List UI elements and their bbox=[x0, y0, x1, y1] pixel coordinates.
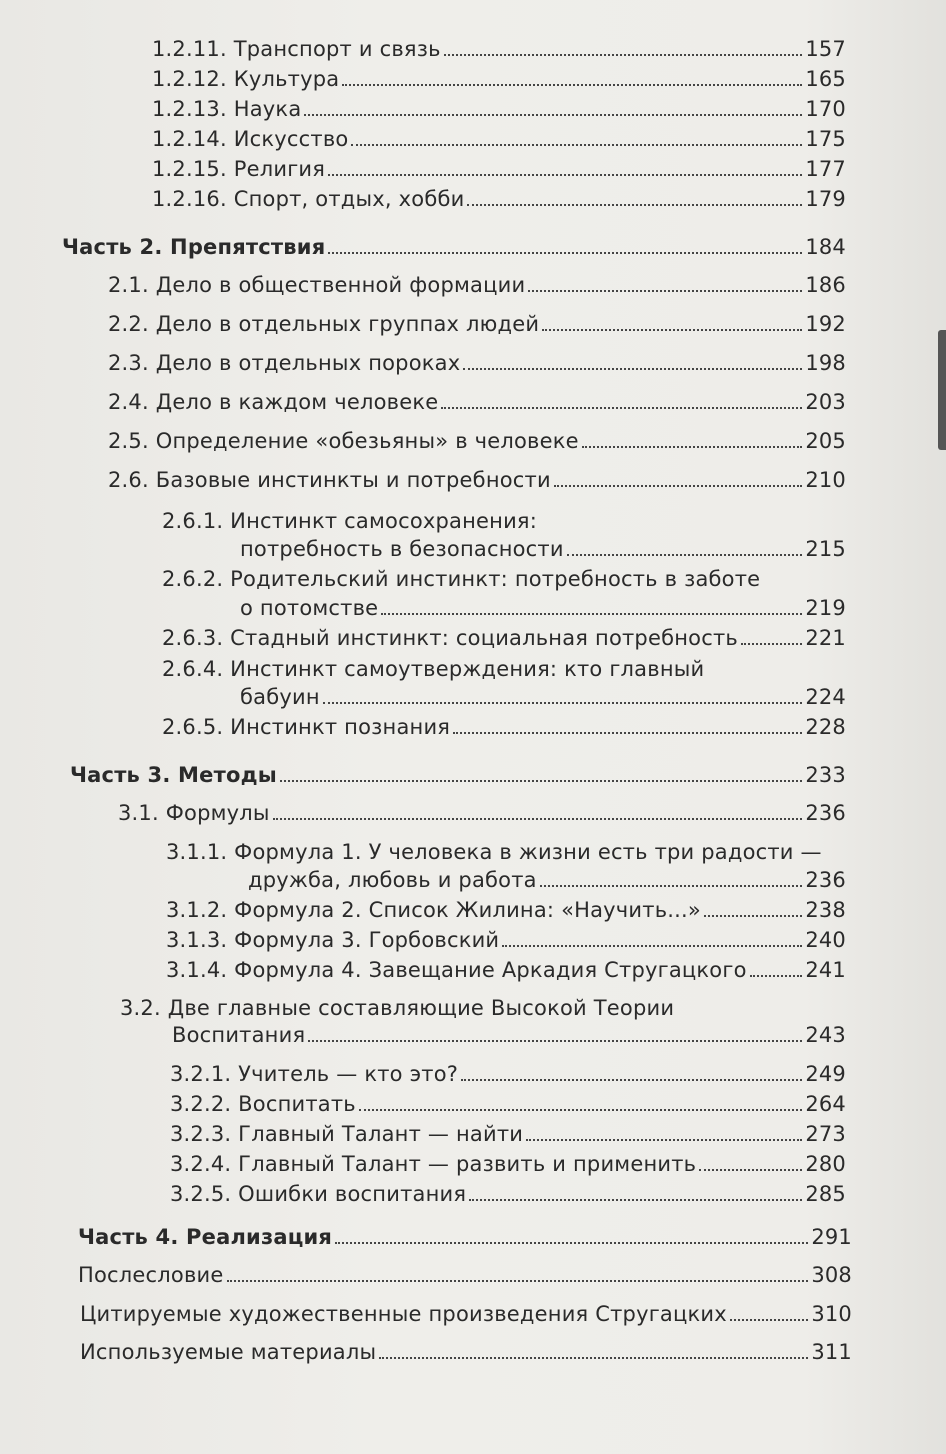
toc-entry-page: 228 bbox=[805, 715, 846, 739]
toc-entry bbox=[118, 800, 846, 826]
toc-entry-title: 2.6.3. Стадный инстинкт: социальная потребность bbox=[162, 626, 738, 650]
leader-dots bbox=[304, 114, 802, 116]
leader-dots bbox=[342, 84, 802, 86]
leader-dots bbox=[750, 975, 803, 977]
toc-entry-page: 198 bbox=[805, 351, 846, 375]
toc-entry-title: 3.1.2. Формула 2. Список Жилина: «Научить...» bbox=[166, 898, 701, 922]
toc-entry-title: 3.2.1. Учитель — кто это? bbox=[170, 1062, 459, 1086]
toc-entry-title-line1: 3.1.1. Формула 1. У человека в жизни есть три радости — bbox=[166, 840, 822, 864]
toc-entry-page: 215 bbox=[805, 537, 846, 561]
toc-entry bbox=[162, 625, 846, 651]
toc-entry bbox=[152, 96, 846, 122]
leader-dots bbox=[567, 554, 803, 556]
toc-entry bbox=[152, 186, 846, 212]
toc-entry-page: 233 bbox=[805, 763, 846, 787]
toc-entry-title-line1: 2.6.1. Инстинкт самосохранения: bbox=[162, 509, 538, 533]
toc-entry-page: 184 bbox=[805, 235, 846, 259]
leader-dots bbox=[379, 1357, 808, 1359]
toc-entry bbox=[170, 1091, 846, 1117]
leader-dots bbox=[463, 368, 802, 370]
toc-entry bbox=[108, 350, 846, 376]
toc-entry-title: 3.2.4. Главный Талант — развить и применить bbox=[170, 1152, 697, 1176]
toc-entry bbox=[108, 389, 846, 415]
toc-entry bbox=[170, 1181, 846, 1207]
toc-entry-title: 1.2.12. Культура bbox=[152, 67, 340, 91]
toc-entry-page: 264 bbox=[805, 1092, 846, 1116]
toc-entry-title: Послесловие bbox=[78, 1263, 224, 1287]
toc-entry bbox=[152, 36, 846, 62]
leader-dots bbox=[280, 780, 802, 782]
toc-entry-title: Часть 2. Препятствия bbox=[62, 235, 326, 259]
toc-entry-title: о потомстве bbox=[240, 596, 379, 620]
toc-entry bbox=[152, 66, 846, 92]
leader-dots bbox=[741, 643, 802, 645]
toc-part-heading bbox=[78, 1224, 852, 1250]
toc-entry-title: дружба, любовь и работа bbox=[248, 868, 537, 892]
toc-entry-page: 311 bbox=[811, 1340, 852, 1364]
leader-dots bbox=[469, 1199, 802, 1201]
toc-entry bbox=[166, 957, 846, 983]
toc-entry-page: 291 bbox=[811, 1225, 852, 1249]
toc-entry bbox=[80, 1301, 852, 1327]
leader-dots bbox=[502, 945, 802, 947]
toc-entry-page: 175 bbox=[805, 127, 846, 151]
toc-entry-title: 1.2.14. Искусство bbox=[152, 127, 349, 151]
toc-entry-page: 186 bbox=[805, 273, 846, 297]
leader-dots bbox=[323, 702, 803, 704]
toc-part-heading bbox=[70, 762, 846, 788]
toc-entry bbox=[152, 156, 846, 182]
toc-entry-title: 2.6.5. Инстинкт познания bbox=[162, 715, 451, 739]
toc-entry-page: 177 bbox=[805, 157, 846, 181]
toc-entry bbox=[172, 1022, 846, 1048]
toc-entry-page: 240 bbox=[805, 928, 846, 952]
toc-entry-page: 280 bbox=[805, 1152, 846, 1176]
toc-entry-title: Цитируемые художественные произведения Стругацких bbox=[80, 1302, 727, 1326]
toc-entry-page: 205 bbox=[805, 429, 846, 453]
toc-entry-title: Используемые материалы bbox=[80, 1340, 377, 1364]
toc-entry bbox=[166, 897, 846, 923]
toc-entry bbox=[170, 1151, 846, 1177]
toc-entry-title: потребность в безопасности bbox=[240, 537, 564, 561]
toc-entry-page: 236 bbox=[805, 868, 846, 892]
toc-entry-page: 192 bbox=[805, 312, 846, 336]
leader-dots bbox=[441, 407, 802, 409]
leader-dots bbox=[730, 1319, 808, 1321]
leader-dots bbox=[704, 915, 802, 917]
toc-entry-page: 238 bbox=[805, 898, 846, 922]
toc-entry-page: 224 bbox=[805, 685, 846, 709]
toc-entry-page: 249 bbox=[805, 1062, 846, 1086]
toc-entry-title: 2.5. Определение «обезьяны» в человеке bbox=[108, 429, 579, 453]
leader-dots bbox=[554, 485, 802, 487]
toc-entry-page: 203 bbox=[805, 390, 846, 414]
toc-entry bbox=[240, 536, 846, 562]
toc-entry bbox=[240, 595, 846, 621]
toc-entry-title-line1: 2.6.4. Инстинкт самоутверждения: кто главный bbox=[162, 657, 705, 681]
toc-entry-title: 3.2.5. Ошибки воспитания bbox=[170, 1182, 467, 1206]
toc-entry bbox=[108, 272, 846, 298]
toc-entry-page: 241 bbox=[805, 958, 846, 982]
toc-entry-title: 1.2.11. Транспорт и связь bbox=[152, 37, 441, 61]
toc-entry-title: 2.1. Дело в общественной формации bbox=[108, 273, 526, 297]
toc-entry bbox=[166, 927, 846, 953]
leader-dots bbox=[381, 613, 802, 615]
toc-entry-page: 219 bbox=[805, 596, 846, 620]
leader-dots bbox=[526, 1139, 802, 1141]
page-edge bbox=[938, 330, 946, 450]
leader-dots bbox=[542, 329, 802, 331]
toc-entry-page: 236 bbox=[805, 801, 846, 825]
toc-entry bbox=[152, 126, 846, 152]
toc-entry-title-line1: 3.2. Две главные составляющие Высокой Теории bbox=[120, 996, 675, 1020]
leader-dots bbox=[540, 885, 803, 887]
leader-dots bbox=[351, 144, 802, 146]
toc-entry-title: 3.1. Формулы bbox=[118, 801, 270, 825]
leader-dots bbox=[328, 252, 802, 254]
leader-dots bbox=[227, 1280, 809, 1282]
toc-part-heading bbox=[62, 234, 846, 260]
leader-dots bbox=[461, 1079, 802, 1081]
leader-dots bbox=[328, 174, 802, 176]
toc-entry-title: 2.2. Дело в отдельных группах людей bbox=[108, 312, 540, 336]
toc-entry-page: 285 bbox=[805, 1182, 846, 1206]
toc-entry-page: 170 bbox=[805, 97, 846, 121]
toc-entry-title: 2.3. Дело в отдельных пороках bbox=[108, 351, 461, 375]
toc-entry-page: 165 bbox=[805, 67, 846, 91]
toc-entry bbox=[78, 1262, 852, 1288]
toc-entry bbox=[108, 311, 846, 337]
leader-dots bbox=[528, 290, 802, 292]
toc-entry-title: 3.1.4. Формула 4. Завещание Аркадия Стругацкого bbox=[166, 958, 747, 982]
toc-entry bbox=[170, 1061, 846, 1087]
toc-entry-page: 243 bbox=[805, 1023, 846, 1047]
toc-entry-page: 273 bbox=[805, 1122, 846, 1146]
toc-entry bbox=[108, 467, 846, 493]
toc-entry-page: 210 bbox=[805, 468, 846, 492]
leader-dots bbox=[444, 54, 803, 56]
toc-entry-title: Воспитания bbox=[172, 1023, 306, 1047]
toc-entry-title: 1.2.13. Наука bbox=[152, 97, 302, 121]
toc-entry bbox=[170, 1121, 846, 1147]
toc-entry-title: Часть 3. Методы bbox=[70, 763, 277, 787]
toc-entry bbox=[240, 684, 846, 710]
toc-entry-title: бабуин bbox=[240, 685, 320, 709]
leader-dots bbox=[273, 818, 803, 820]
toc-entry-title-line1: 2.6.2. Родительский инстинкт: потребность в заботе bbox=[162, 567, 761, 591]
toc-entry bbox=[80, 1339, 852, 1365]
leader-dots bbox=[699, 1169, 802, 1171]
leader-dots bbox=[453, 732, 802, 734]
toc-entry-title: 3.2.2. Воспитать bbox=[170, 1092, 356, 1116]
toc-entry bbox=[162, 714, 846, 740]
toc-entry-title: 3.2.3. Главный Талант — найти bbox=[170, 1122, 524, 1146]
toc-entry bbox=[108, 428, 846, 454]
toc-entry-title: 2.4. Дело в каждом человеке bbox=[108, 390, 439, 414]
toc-entry bbox=[248, 867, 846, 893]
toc-entry-title: 1.2.15. Религия bbox=[152, 157, 326, 181]
toc-entry-page: 308 bbox=[811, 1263, 852, 1287]
toc-entry-title: 1.2.16. Спорт, отдых, хобби bbox=[152, 187, 465, 211]
leader-dots bbox=[308, 1040, 802, 1042]
leader-dots bbox=[359, 1109, 802, 1111]
toc-entry-page: 310 bbox=[811, 1302, 852, 1326]
leader-dots bbox=[335, 1242, 808, 1244]
leader-dots bbox=[582, 446, 803, 448]
toc-entry-page: 157 bbox=[805, 37, 846, 61]
leader-dots bbox=[467, 204, 802, 206]
toc-entry-page: 221 bbox=[805, 626, 846, 650]
toc-entry-title: Часть 4. Реализация bbox=[78, 1225, 333, 1249]
toc-entry-page: 179 bbox=[805, 187, 846, 211]
toc-entry-title: 2.6. Базовые инстинкты и потребности bbox=[108, 468, 551, 492]
toc-entry-title: 3.1.3. Формула 3. Горбовский bbox=[166, 928, 500, 952]
